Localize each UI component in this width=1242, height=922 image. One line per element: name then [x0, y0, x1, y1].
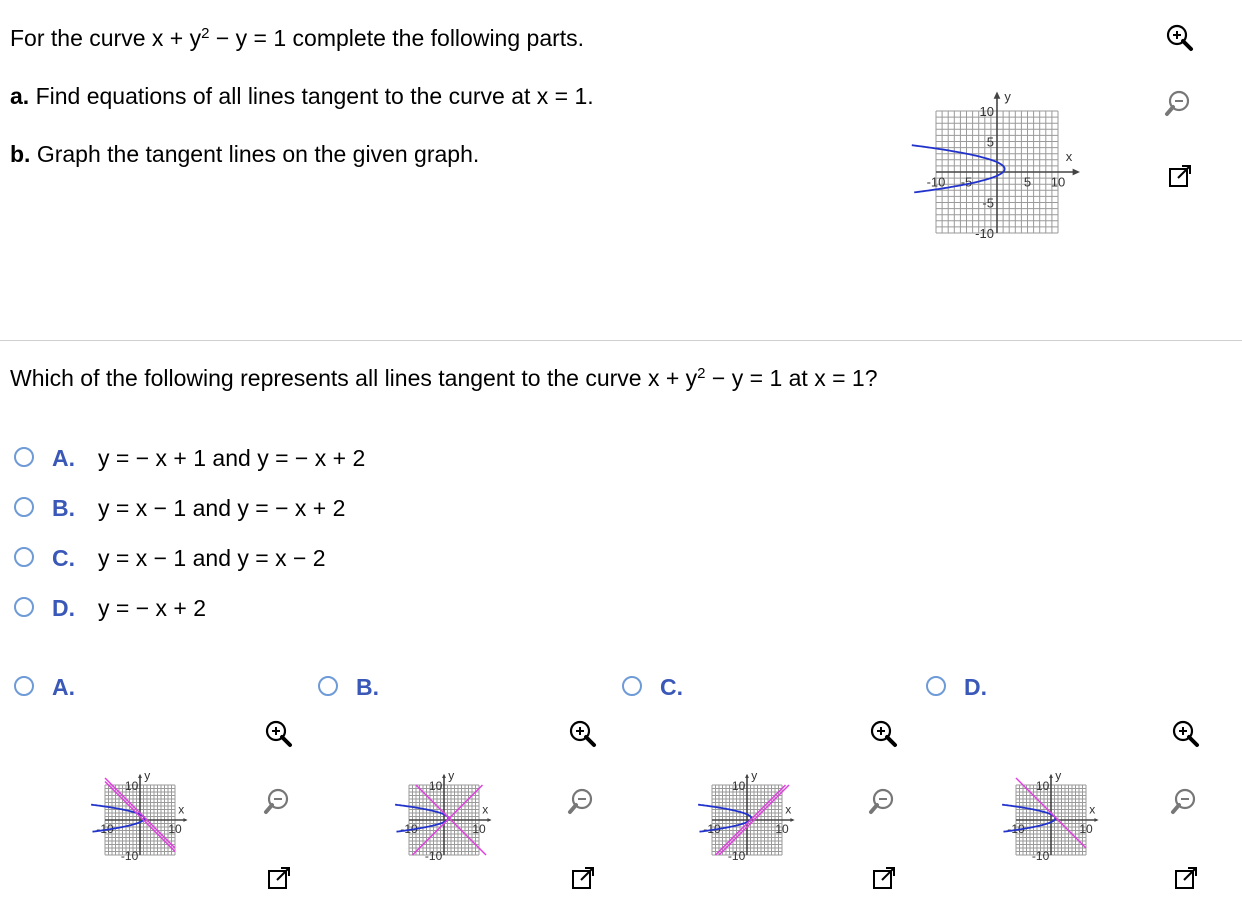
popout-icon — [1168, 860, 1204, 896]
y-axis-arrow — [442, 774, 446, 778]
tick-label-x-neg10: -10 — [96, 822, 114, 837]
option-b-text: y = x − 1 and y = − x + 2 — [98, 495, 346, 521]
radio-graph-b[interactable] — [318, 676, 338, 696]
option-b-letter: B. — [52, 495, 75, 521]
zoom-out-icon — [261, 784, 297, 820]
graph-c-letter: C. — [660, 674, 683, 700]
popout-icon — [565, 860, 601, 896]
graph-d-zoom-out-button[interactable] — [1168, 784, 1204, 820]
tick-label-x-neg10: -10 — [400, 822, 418, 837]
option-c-text: y = x − 1 and y = x − 2 — [98, 545, 326, 571]
graph-d-letter: D. — [964, 674, 987, 700]
question-text: Which of the following represents all lines tangent to the curve $x + y^2 - y = 1$ at x = 1? — [10, 365, 878, 391]
radio-graph-a[interactable] — [14, 676, 34, 696]
zoom-in-icon — [565, 716, 601, 752]
x-axis-arrow — [183, 818, 187, 822]
problem-line-1: For the curve $x + y^2 - y = 1$ complete the following parts. — [10, 25, 585, 51]
x-axis-arrow — [487, 818, 491, 822]
popout-icon — [1162, 158, 1198, 194]
graph-c-svg — [663, 718, 863, 906]
graph-c-popout-button[interactable] — [866, 860, 902, 896]
y-axis-label: y — [1055, 768, 1062, 783]
tick-label-y-neg10: -10 — [975, 226, 994, 242]
y-axis-label: y — [751, 768, 758, 783]
zoom-in-icon — [1168, 716, 1204, 752]
radio-option-d[interactable] — [14, 597, 34, 617]
tick-label-x-5: 5 — [1023, 174, 1032, 190]
graph-c-zoom-in-button[interactable] — [866, 716, 902, 752]
tick-label-x-neg10: -10 — [703, 822, 721, 837]
graph-b-letter: B. — [356, 674, 379, 700]
graph-a-svg — [56, 718, 256, 906]
radio-graph-d[interactable] — [926, 676, 946, 696]
y-axis-arrow — [994, 91, 1001, 98]
main-graph — [860, 18, 1160, 318]
zoom-out-icon — [1168, 784, 1204, 820]
y-axis-label: y — [144, 768, 151, 783]
x-axis-label: x — [1089, 802, 1096, 817]
section-divider — [0, 340, 1242, 341]
tick-label-x-10: 10 — [775, 822, 789, 837]
main-graph-svg — [860, 18, 1160, 318]
graph-b-zoom-in-button[interactable] — [565, 716, 601, 752]
radio-option-c[interactable] — [14, 547, 34, 567]
graph-b-popout-button[interactable] — [565, 860, 601, 896]
graph-d-popout-button[interactable] — [1168, 860, 1204, 896]
popout-button[interactable] — [1162, 158, 1198, 194]
graph-b-zoom-out-button[interactable] — [565, 784, 601, 820]
tick-label-y-neg10: -10 — [424, 848, 443, 863]
tick-label-y-neg10: -10 — [727, 848, 746, 863]
zoom-in-icon — [866, 716, 902, 752]
tick-label-x-neg10: -10 — [1007, 822, 1025, 837]
radio-graph-c[interactable] — [622, 676, 642, 696]
part-a: a. Find equations of all lines tangent to the curve at x = 1. — [10, 83, 594, 109]
option-d-letter: D. — [52, 595, 75, 621]
graph-d-svg — [967, 718, 1167, 906]
y-axis-arrow — [1049, 774, 1053, 778]
tick-label-y-10: 10 — [124, 778, 139, 793]
x-axis-arrow — [1094, 818, 1098, 822]
x-axis-arrow — [1073, 169, 1080, 176]
y-axis-arrow — [745, 774, 749, 778]
tick-label-x-neg5: -5 — [960, 174, 973, 190]
part-b: b. Graph the tangent lines on the given graph. — [10, 141, 480, 167]
tick-label-y-neg5: -5 — [982, 195, 994, 211]
zoom-out-icon — [866, 784, 902, 820]
graph-d-zoom-in-button[interactable] — [1168, 716, 1204, 752]
x-axis-label: x — [178, 802, 185, 817]
graph-a-zoom-out-button[interactable] — [261, 784, 297, 820]
tick-label-y-neg10: -10 — [1031, 848, 1050, 863]
y-axis-arrow — [138, 774, 142, 778]
tick-label-y-10: 10 — [979, 104, 994, 120]
zoom-in-icon — [261, 716, 297, 752]
x-axis-label: x — [785, 802, 792, 817]
tick-label-y-neg10: -10 — [120, 848, 139, 863]
popout-icon — [261, 860, 297, 896]
tick-label-x-neg10: -10 — [926, 174, 946, 190]
graph-c-zoom-out-button[interactable] — [866, 784, 902, 820]
radio-option-b[interactable] — [14, 497, 34, 517]
graph-a-zoom-in-button[interactable] — [261, 716, 297, 752]
tick-label-x-10: 10 — [1079, 822, 1093, 837]
x-axis-label: x — [482, 802, 489, 817]
tick-label-y-10: 10 — [731, 778, 746, 793]
popout-icon — [866, 860, 902, 896]
y-axis-label: y — [448, 768, 455, 783]
option-a-letter: A. — [52, 445, 75, 471]
zoom-in-icon — [1162, 20, 1198, 56]
zoom-in-button[interactable] — [1162, 20, 1198, 56]
graph-a-popout-button[interactable] — [261, 860, 297, 896]
tick-label-x-10: 10 — [472, 822, 486, 837]
zoom-out-icon — [1162, 86, 1198, 122]
y-axis-label: y — [1004, 89, 1011, 105]
graph-b-svg — [360, 718, 560, 906]
option-c-letter: C. — [52, 545, 75, 571]
tick-label-y-10: 10 — [1035, 778, 1050, 793]
option-d-text: y = − x + 2 — [98, 595, 207, 621]
radio-option-a[interactable] — [14, 447, 34, 467]
tick-label-y-5: 5 — [986, 134, 994, 150]
x-axis-arrow — [790, 818, 794, 822]
graph-a-letter: A. — [52, 674, 75, 700]
option-a-text: y = − x + 1 and y = − x + 2 — [98, 445, 366, 471]
zoom-out-button[interactable] — [1162, 86, 1198, 122]
tick-label-x-10: 10 — [168, 822, 182, 837]
tick-label-y-10: 10 — [428, 778, 443, 793]
x-axis-label: x — [1065, 149, 1073, 165]
tick-label-x-10: 10 — [1050, 174, 1066, 190]
zoom-out-icon — [565, 784, 601, 820]
